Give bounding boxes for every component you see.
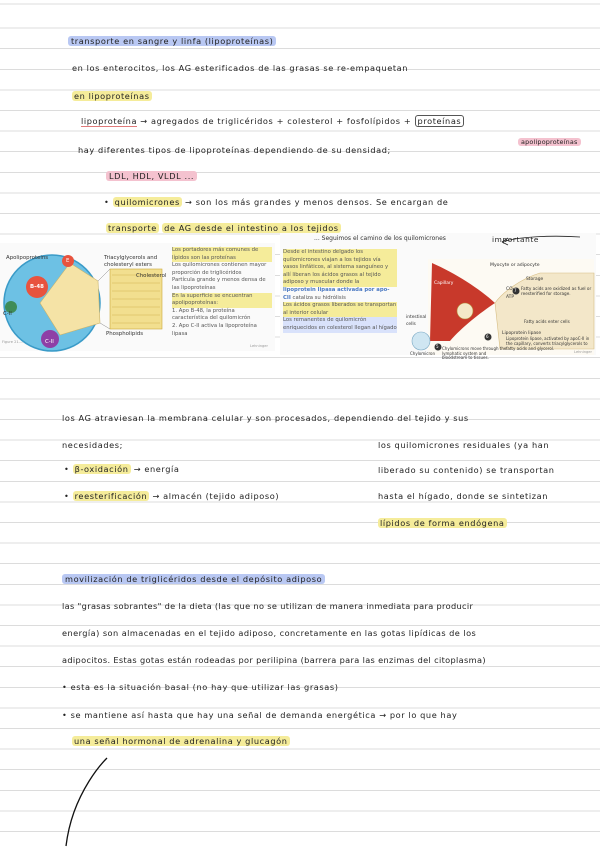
paragraph-1-line-2 (72, 91, 152, 102)
step-6-text: Lipoprotein lipase, activated by apoC-II in the capillary, converts triacylglycerols to fatty acids and glycerol. (506, 336, 590, 351)
section-title-mobilization (62, 574, 325, 585)
side-note-line-1 (378, 440, 549, 451)
apolipoprotein-tag (518, 137, 581, 148)
types-list-text: LDL, HDL, VLDL ... (106, 171, 197, 181)
figure2-bullet: Desde el intestino delgado los quilomicrones viajan a los tejidos vía vasos linfáticos, al sistema sanguíneo y allí liberan los ácidos grasos al tejido adiposo y muscular donde la (283, 249, 397, 287)
important-annotation (492, 234, 539, 245)
paragraph-2-line-2 (62, 440, 123, 451)
label-atp: ATP (506, 295, 514, 300)
chylomicron-line-1 (104, 197, 448, 208)
label-lipoprotein-lipase: Lipoprotein lipase (502, 331, 542, 336)
side-note-line-3 (378, 491, 548, 502)
figure1-corner-right: Lehninger (250, 344, 268, 348)
bullet: • (104, 197, 110, 207)
label-phospholipids: Phospholipids (106, 331, 144, 337)
section-title-text: movilización de triglicéridos desde el depósito adiposo (62, 574, 325, 584)
lipoprotein-definition (81, 116, 464, 127)
label-e: E (66, 258, 70, 264)
label-capillary: Capillary (434, 281, 454, 286)
paragraph-3-line-3 (62, 655, 486, 666)
important-text: importante (492, 235, 540, 244)
label-cholesterol: Cholesterol (136, 273, 167, 279)
hormonal-signal-highlight: una señal hormonal de adrenalina y glucagón (74, 736, 288, 746)
bullet: • (64, 491, 70, 501)
apolipoproteinas-tag-text: apolipoproteínas (518, 138, 581, 146)
term-quilomicrones: quilomicrones (114, 197, 180, 207)
bullet-basal-situation (62, 682, 339, 693)
step-7-number: 7 (514, 288, 517, 293)
highlight-ag-intestino: de AG desde el intestino a los tejidos (164, 223, 339, 233)
figure1-bullet: 2. Apo C-II activa la lipoproteína lipasa (172, 322, 257, 337)
zoom-line-bottom (100, 323, 110, 329)
label-c2-bottom: C-II (45, 339, 54, 345)
label-c2-left: C-II (3, 311, 12, 317)
figure1-bullet: Partícula grande y menos densa de las lipoproteínas (172, 277, 266, 291)
figure2-bullet: Los remanentes de quilomicrón enriquecidos en colesterol llegan al hígado (283, 317, 397, 331)
pen-stroke (66, 758, 107, 846)
types-text: hay diferentes tipos de lipoproteínas dependiendo de su densidad; (78, 145, 391, 155)
bullet: • (64, 464, 70, 474)
side-note-line-4 (378, 518, 507, 529)
chylomicron-in-vessel (457, 303, 473, 319)
figure1-bullet: En la superficie se encuentran apolipoproteínas: (172, 293, 272, 308)
section-title-text: transporte en sangre y linfa (lipoproteínas) (68, 36, 276, 46)
figure1-bullet: 1. Apo B-48, la proteína característica del quilomicrón (172, 307, 251, 322)
label-apolipoproteins: Apolipoproteins (6, 255, 49, 261)
paragraph-3-line-2 (62, 628, 476, 639)
list-item-beta-oxidation (64, 464, 180, 475)
bullet: • (62, 682, 68, 692)
paragraph-text: las "grasas sobrantes" de la dieta (las que no se utilizan de manera inmediata para producir (62, 601, 474, 611)
figure2-header: ... Seguimos el camino de los quilomicrones (314, 235, 446, 242)
bullet: • (62, 710, 68, 720)
label-co2: CO₂ (506, 287, 515, 292)
paragraph-3-line-1 (62, 601, 473, 612)
label-myocyte: Myocyte or adipocyte (490, 263, 540, 268)
arrow: → (140, 116, 148, 126)
paragraph-text: energía) son almacenadas en el tejido adiposo, concretamente en las gotas lipídicas de los (62, 628, 477, 638)
label-intestinal: intestinal (406, 315, 427, 320)
label-chylomicron: Chylomicron (410, 351, 435, 356)
paragraph-1-line-1 (72, 63, 408, 74)
side-note-highlight: lípidos de forma endógena (380, 518, 505, 528)
chylomicron-sphere-small (412, 332, 430, 350)
chylomicron-structure-figure (0, 243, 275, 351)
apo-cii-highlight: activada por apo-CII (283, 286, 390, 301)
paragraph-2-line-1 (62, 413, 469, 424)
list-text: → energía (133, 464, 180, 474)
label-b48: B-48 (30, 284, 44, 290)
zoom-line-top (98, 269, 110, 281)
label-storage: Storage (526, 277, 544, 282)
section-title-transport (68, 36, 276, 47)
term-reesterification: reesterificación (74, 491, 148, 501)
figure1-bullet: Los quilomicrones contienen mayor proporción de triglicéridos (172, 262, 267, 276)
bullet-energy-demand-line-2 (72, 736, 290, 747)
term-lipoproteina: lipoproteína (81, 116, 138, 126)
side-note-text: hasta el hígado, donde se sintetizan (378, 491, 549, 501)
list-item-reesterification (64, 491, 279, 502)
bullet-energy-demand (62, 710, 457, 721)
highlight-transporte: transporte (108, 223, 157, 233)
figure2-bullet: cataliza su hidrólisis (292, 294, 346, 301)
step-6-number: 6 (486, 334, 489, 339)
side-note-line-2 (378, 465, 555, 476)
step-7-text: Fatty acids are oxidized as fuel or reesterified for storage. (521, 286, 592, 296)
figure1-caption-corner: Figure 21-... (2, 340, 24, 344)
side-note-text: liberado su contenido) se transportan (378, 465, 555, 475)
figure1-bullets (172, 247, 272, 338)
bullet-text: se mantiene así hasta que hay una señal de demanda energética → por lo que hay (70, 710, 458, 720)
highlight-lipoproteinas: en lipoproteínas (74, 91, 150, 101)
paragraph-text: adipocitos. Estas gotas están rodeadas por perilipina (barrera para las enzimas del citoplasma) (62, 655, 486, 665)
paragraph-text: necesidades; (62, 440, 123, 450)
side-note-text: los quilomicrones residuales (ya han (378, 440, 550, 450)
term-beta-oxidation: β-oxidación (74, 464, 129, 474)
paragraph-text: en los enterocitos, los AG esterificados de las grasas se re-empaquetan (72, 63, 409, 73)
term-proteinas: proteínas (415, 115, 465, 127)
label-cholesteryl-esters: cholesteryl esters (104, 262, 152, 268)
lipoprotein-lipase-highlight: lipoprotein lipasa (283, 286, 336, 293)
lipoprotein-types-list (106, 171, 197, 182)
figure2-corner-right: Lehninger (574, 350, 592, 354)
list-text: → almacén (tejido adiposo) (152, 491, 280, 501)
label-triacylglycerols: Triacylglycerols and (104, 255, 158, 261)
lipoprotein-types-line (78, 145, 391, 156)
bullet-text: esta es la situación basal (no hay que utilizar las grasas) (70, 682, 339, 692)
figure1-bullet: Los portadores más comunes de lípidos son las proteínas (172, 247, 272, 262)
label-fatty-acids-enter: Fatty acids enter cells (524, 319, 570, 324)
chylomicron-pathway-figure (280, 233, 596, 361)
step-5-text: Chylomicrons move through the lymphatic system and bloodstream to tissues. (442, 346, 507, 361)
label-cells: cells (406, 322, 416, 327)
chylomicron-text: → son los más grandes y menos densos. Se encargan de (185, 197, 449, 207)
figure2-bullet: Los ácidos grasos liberados se transportan al interior celular (283, 302, 397, 316)
paragraph-text: los AG atraviesan la membrana celular y son procesados, dependiendo del tejido y sus (62, 413, 469, 423)
step-5-number: 5 (436, 344, 439, 349)
definition-text: agregados de triglicéridos + colesterol + fosfolípidos + (150, 116, 412, 126)
